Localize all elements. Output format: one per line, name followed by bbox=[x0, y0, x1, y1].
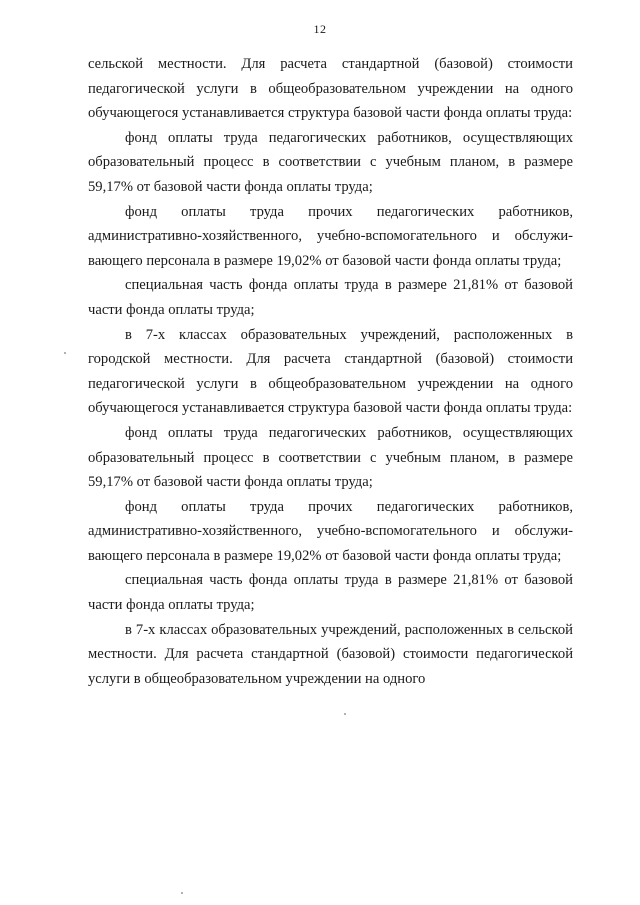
paragraph-4: специальная часть фонда оплаты труда в размере 21,81% от базовой части фонда оплаты труда; bbox=[88, 277, 573, 318]
paragraph-3: фонд оплаты труда прочих педагогических работников, административно-хозяйственного, учебно-вспомогательного и обслужи-вающего персонала в размере 19,02% от базовой части фонда оплаты труда; bbox=[88, 203, 573, 269]
scan-speck bbox=[64, 352, 66, 354]
scan-speck bbox=[344, 713, 346, 715]
paragraph-2: фонд оплаты труда педагогических работников, осуществляющих образовательный процесс в соответствии с учебным планом, в размере 59,17% от базовой части фонда оплаты труда; bbox=[88, 129, 573, 195]
scan-speck bbox=[181, 892, 183, 894]
paragraph-5: в 7-х классах образовательных учреждений, расположенных в городской местности. Для расчета стандартной (базовой) стоимости педагогической услуги в общеобразовательном учреждении на одного обучающегося устанавливается структура базовой части фонда оплаты труда: bbox=[88, 326, 573, 417]
paragraph-9: в 7-х классах образовательных учреждений, расположенных в сельской местности. Для расчета стандартной (базовой) стоимости педагогической услуги в общеобразовательном учреждении на одного bbox=[88, 621, 573, 687]
page-number: 12 bbox=[313, 22, 327, 36]
paragraph-1: сельской местности. Для расчета стандартной (базовой) стоимости педагогической услуги в общеобразовательном учреждении на одного обучающегося устанавливается структура базовой части фонда оплаты труда: bbox=[88, 56, 573, 122]
paragraph-8: специальная часть фонда оплаты труда в размере 21,81% от базовой части фонда оплаты труда; bbox=[88, 572, 573, 614]
paragraph-6: фонд оплаты труда педагогических работников, осуществляющих образовательный процесс в соответствии с учебным планом, в размере 59,17% от базовой части фонда оплаты труда; bbox=[88, 424, 573, 491]
paragraph-7: фонд оплаты труда прочих педагогических работников, административно-хозяйственного, учебно-вспомогательного и обслужи-вающего персонала в размере 19,02% от базовой части фонда оплаты труда; bbox=[88, 498, 573, 564]
document-body bbox=[88, 52, 573, 691]
